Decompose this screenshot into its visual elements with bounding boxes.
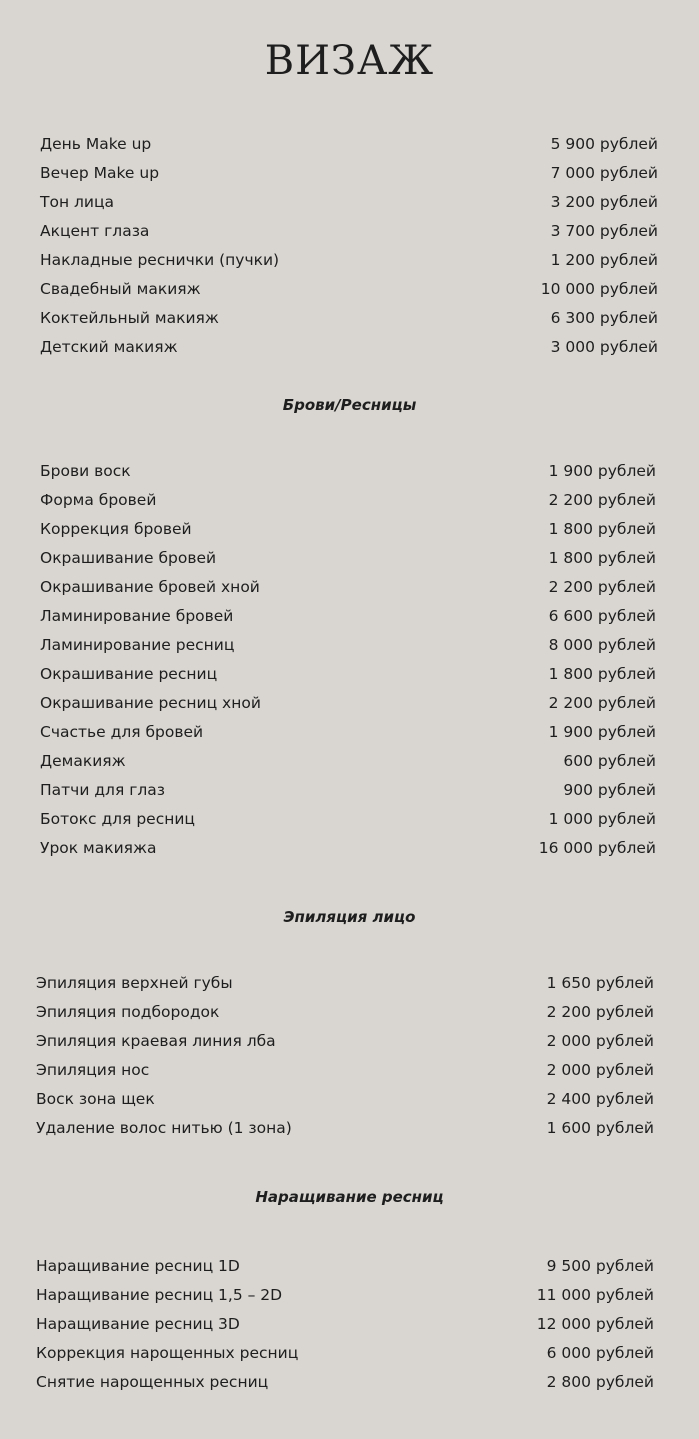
- service-name: Окрашивание бровей: [40, 549, 217, 567]
- service-price: 6 600 рублей: [548, 607, 656, 625]
- price-row: [40, 333, 658, 362]
- service-price: 1 900 рублей: [548, 723, 656, 741]
- section-heading-face-epilation: Эпиляция лицо: [283, 908, 416, 926]
- service-name: Окрашивание бровей хной: [40, 578, 260, 596]
- service-price: 1 600 рублей: [546, 1119, 654, 1137]
- price-row: [40, 660, 656, 689]
- service-name: День Make up: [40, 135, 152, 153]
- service-name: Эпиляция подбородок: [36, 1003, 220, 1021]
- service-name: Брови воск: [40, 462, 131, 480]
- service-name: Коктейльный макияж: [40, 309, 219, 327]
- service-price: 2 200 рублей: [546, 1003, 654, 1021]
- service-name: Эпиляция верхней губы: [36, 974, 233, 992]
- price-row: [36, 1027, 654, 1056]
- service-price: 1 900 рублей: [548, 462, 656, 480]
- price-row: [40, 544, 656, 573]
- service-price: 6 000 рублей: [546, 1344, 654, 1362]
- service-price: 1 800 рублей: [548, 520, 656, 538]
- service-name: Наращивание ресниц 1D: [36, 1257, 240, 1275]
- service-price: 2 800 рублей: [546, 1373, 654, 1391]
- price-row: [40, 515, 656, 544]
- service-name: Накладные реснички (пучки): [40, 251, 280, 269]
- service-name: Наращивание ресниц 3D: [36, 1315, 240, 1333]
- service-name: Ботокс для ресниц: [40, 810, 195, 828]
- service-name: Тон лица: [40, 193, 115, 211]
- price-row: [40, 718, 656, 747]
- service-name: Вечер Make up: [40, 164, 160, 182]
- service-price: 2 400 рублей: [546, 1090, 654, 1108]
- service-name: Эпиляция краевая линия лба: [36, 1032, 276, 1050]
- service-price: 5 900 рублей: [550, 135, 658, 153]
- price-row: [36, 1114, 654, 1143]
- price-row: [40, 457, 656, 486]
- service-price: 900 рублей: [563, 781, 656, 799]
- price-row: [36, 1085, 654, 1114]
- section-heading-lash-extensions: Наращивание ресниц: [255, 1188, 444, 1206]
- price-row: [40, 304, 658, 333]
- service-name: Урок макияжа: [40, 839, 157, 857]
- price-list-brows-lashes: [40, 457, 656, 863]
- service-price: 3 200 рублей: [550, 193, 658, 211]
- service-name: Счастье для бровей: [40, 723, 204, 741]
- service-price: 2 200 рублей: [548, 694, 656, 712]
- price-list-lash-extensions: [36, 1252, 654, 1397]
- price-row: [40, 776, 656, 805]
- price-row: [40, 805, 656, 834]
- price-row: [36, 1281, 654, 1310]
- price-row: [40, 573, 656, 602]
- service-name: Удаление волос нитью (1 зона): [36, 1119, 292, 1137]
- service-price: 1 200 рублей: [550, 251, 658, 269]
- price-row: [40, 159, 658, 188]
- service-name: Патчи для глаз: [40, 781, 166, 799]
- price-row: [40, 689, 656, 718]
- service-price: 9 500 рублей: [546, 1257, 654, 1275]
- service-price: 8 000 рублей: [548, 636, 656, 654]
- price-row: [36, 1056, 654, 1085]
- service-price: 1 800 рублей: [548, 665, 656, 683]
- service-name: Эпиляция нос: [36, 1061, 150, 1079]
- price-row: [40, 631, 656, 660]
- service-price: 2 000 рублей: [546, 1032, 654, 1050]
- price-row: [40, 602, 656, 631]
- price-row: [40, 217, 658, 246]
- service-price: 16 000 рублей: [538, 839, 656, 857]
- service-name: Ламинирование ресниц: [40, 636, 235, 654]
- service-price: 2 200 рублей: [548, 578, 656, 596]
- service-price: 1 000 рублей: [548, 810, 656, 828]
- price-row: [36, 1339, 654, 1368]
- service-price: 1 800 рублей: [548, 549, 656, 567]
- service-price: 3 700 рублей: [550, 222, 658, 240]
- price-row: [40, 486, 656, 515]
- service-price: 11 000 рублей: [536, 1286, 654, 1304]
- price-row: [40, 275, 658, 304]
- service-price: 10 000 рублей: [540, 280, 658, 298]
- service-name: Форма бровей: [40, 491, 157, 509]
- price-row: [36, 998, 654, 1027]
- price-row: [40, 188, 658, 217]
- service-price: 3 000 рублей: [550, 338, 658, 356]
- service-price: 6 300 рублей: [550, 309, 658, 327]
- service-name: Снятие нарощенных ресниц: [36, 1373, 269, 1391]
- service-price: 600 рублей: [563, 752, 656, 770]
- price-list-face-epilation: [36, 969, 654, 1143]
- service-name: Окрашивание ресниц: [40, 665, 218, 683]
- service-name: Наращивание ресниц 1,5 – 2D: [36, 1286, 283, 1304]
- service-name: Коррекция нарощенных ресниц: [36, 1344, 299, 1362]
- service-name: Свадебный макияж: [40, 280, 201, 298]
- price-row: [40, 246, 658, 275]
- service-name: Окрашивание ресниц хной: [40, 694, 261, 712]
- price-row: [40, 130, 658, 159]
- price-row: [36, 1368, 654, 1397]
- service-price: 2 200 рублей: [548, 491, 656, 509]
- price-list-visage: [40, 130, 658, 362]
- service-price: 1 650 рублей: [546, 974, 654, 992]
- service-price: 2 000 рублей: [546, 1061, 654, 1079]
- price-row: [36, 1310, 654, 1339]
- service-price: 12 000 рублей: [536, 1315, 654, 1333]
- service-name: Акцент глаза: [40, 222, 150, 240]
- price-row: [40, 747, 656, 776]
- service-name: Воск зона щек: [36, 1090, 155, 1108]
- section-heading-brows-lashes: Брови/Ресницы: [282, 396, 417, 414]
- service-name: Коррекция бровей: [40, 520, 192, 538]
- price-row: [36, 1252, 654, 1281]
- service-price: 7 000 рублей: [550, 164, 658, 182]
- service-name: Ламинирование бровей: [40, 607, 234, 625]
- price-row: [36, 969, 654, 998]
- price-row: [40, 834, 656, 863]
- service-name: Демакияж: [40, 752, 126, 770]
- page-title: ВИЗАЖ: [264, 38, 435, 84]
- service-name: Детский макияж: [40, 338, 178, 356]
